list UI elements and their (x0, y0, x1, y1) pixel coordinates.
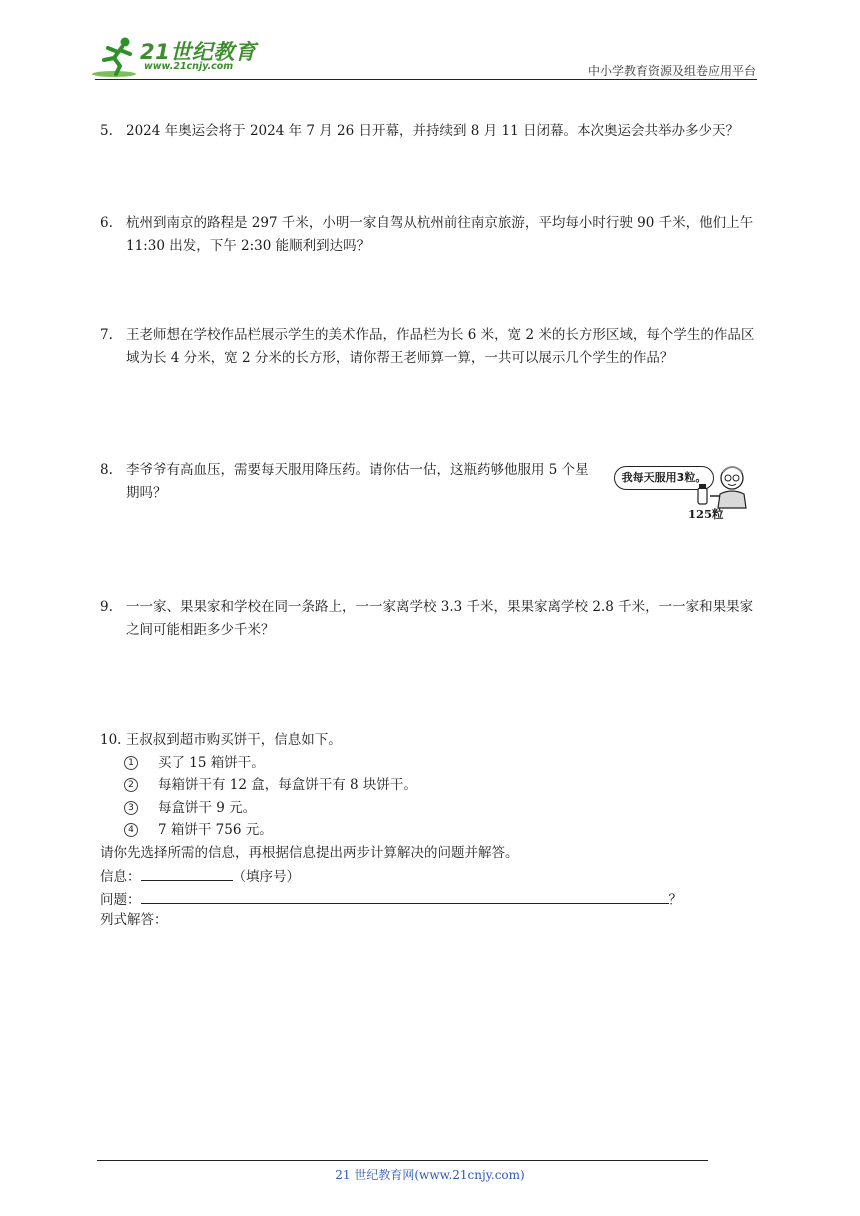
question-number: 6. (100, 215, 113, 231)
footer-link[interactable]: 21 世纪教育网(www.21cnjy.com) (335, 1168, 525, 1182)
question-number: 9. (100, 599, 113, 615)
info-label: 信息： (100, 869, 141, 885)
circled-number: 3 (124, 801, 138, 815)
question-mark: ？ (668, 892, 682, 908)
question-text: 李爷爷有高血压，需要每天服用降压药。请你估一估，这瓶药够他服用 5 个星期吗？ (126, 462, 589, 501)
option-text: 7 箱饼干 756 元。 (158, 822, 273, 838)
info-hint: （填序号） (232, 869, 300, 885)
option-text: 每箱饼干有 12 盒，每盒饼干有 8 块饼干。 (158, 777, 417, 793)
pill-count-label: 125粒 (688, 507, 724, 521)
grandpa-illustration (696, 462, 756, 512)
logo-url: www.21cnjy.com (144, 61, 234, 72)
info-option-2 (124, 774, 417, 796)
speech-bubble: 我每天服用3粒。 (614, 466, 714, 490)
header-tagline: 中小学教育资源及组卷应用平台 (587, 64, 756, 78)
info-blank[interactable] (141, 864, 233, 881)
question-answer-row (100, 887, 682, 911)
question-10 (100, 729, 765, 752)
question-blank[interactable] (141, 887, 669, 904)
question-7 (100, 324, 765, 370)
circled-number: 1 (124, 756, 138, 770)
solution-label: 列式解答： (100, 912, 168, 928)
question-8 (100, 459, 595, 505)
question-text: 杭州到南京的路程是 297 千米，小明一家自驾从杭州前往南京旅游，平均每小时行驶 90 千米，他们上午 11:30 出发，下午 2:30 能顺利到达吗？ (126, 215, 754, 254)
option-text: 每盒饼干 9 元。 (158, 800, 257, 816)
info-option-3 (124, 797, 256, 819)
circled-number: 4 (124, 823, 138, 837)
site-logo (92, 34, 262, 78)
question-text: 一一家、果果家和学校在同一条路上，一一家离学校 3.3 千米，果果家离学校 2.8 千米，一一家和果果家之间可能相距多少千米？ (126, 599, 754, 638)
question-6 (100, 212, 765, 258)
runner-icon (92, 34, 144, 78)
info-option-1 (124, 752, 265, 774)
pill-bottle-icon (698, 488, 707, 504)
info-option-4 (124, 819, 273, 841)
info-answer-row (100, 864, 300, 888)
question-number: 8. (100, 462, 113, 478)
question-label: 问题： (100, 892, 141, 908)
question-number: 7. (100, 327, 113, 343)
question-text: 王老师想在学校作品栏展示学生的美术作品，作品栏为长 6 米，宽 2 米的长方形区域，每个学生的作品区域为长 4 分米，宽 2 分米的长方形，请你帮王老师算一算，一共可以展示几个学生的作品？ (126, 327, 755, 366)
footer-divider (97, 1160, 708, 1161)
logo-text: 21世纪教育 (140, 40, 257, 64)
instruction-text: 请你先选择所需的信息，再根据信息提出两步计算解决的问题并解答。 (100, 845, 519, 861)
question-5 (100, 120, 765, 143)
option-text: 买了 15 箱饼干。 (158, 755, 265, 771)
question-text: 2024 年奥运会将于 2024 年 7 月 26 日开幕，并持续到 8 月 11 日闭幕。本次奥运会共举办多少天？ (126, 123, 739, 139)
question-number: 5. (100, 123, 113, 139)
question-9 (100, 596, 765, 642)
question-text: 10. 王叔叔到超市购买饼干，信息如下。 (100, 732, 342, 748)
circled-number: 2 (124, 778, 138, 792)
header-divider (95, 79, 757, 80)
